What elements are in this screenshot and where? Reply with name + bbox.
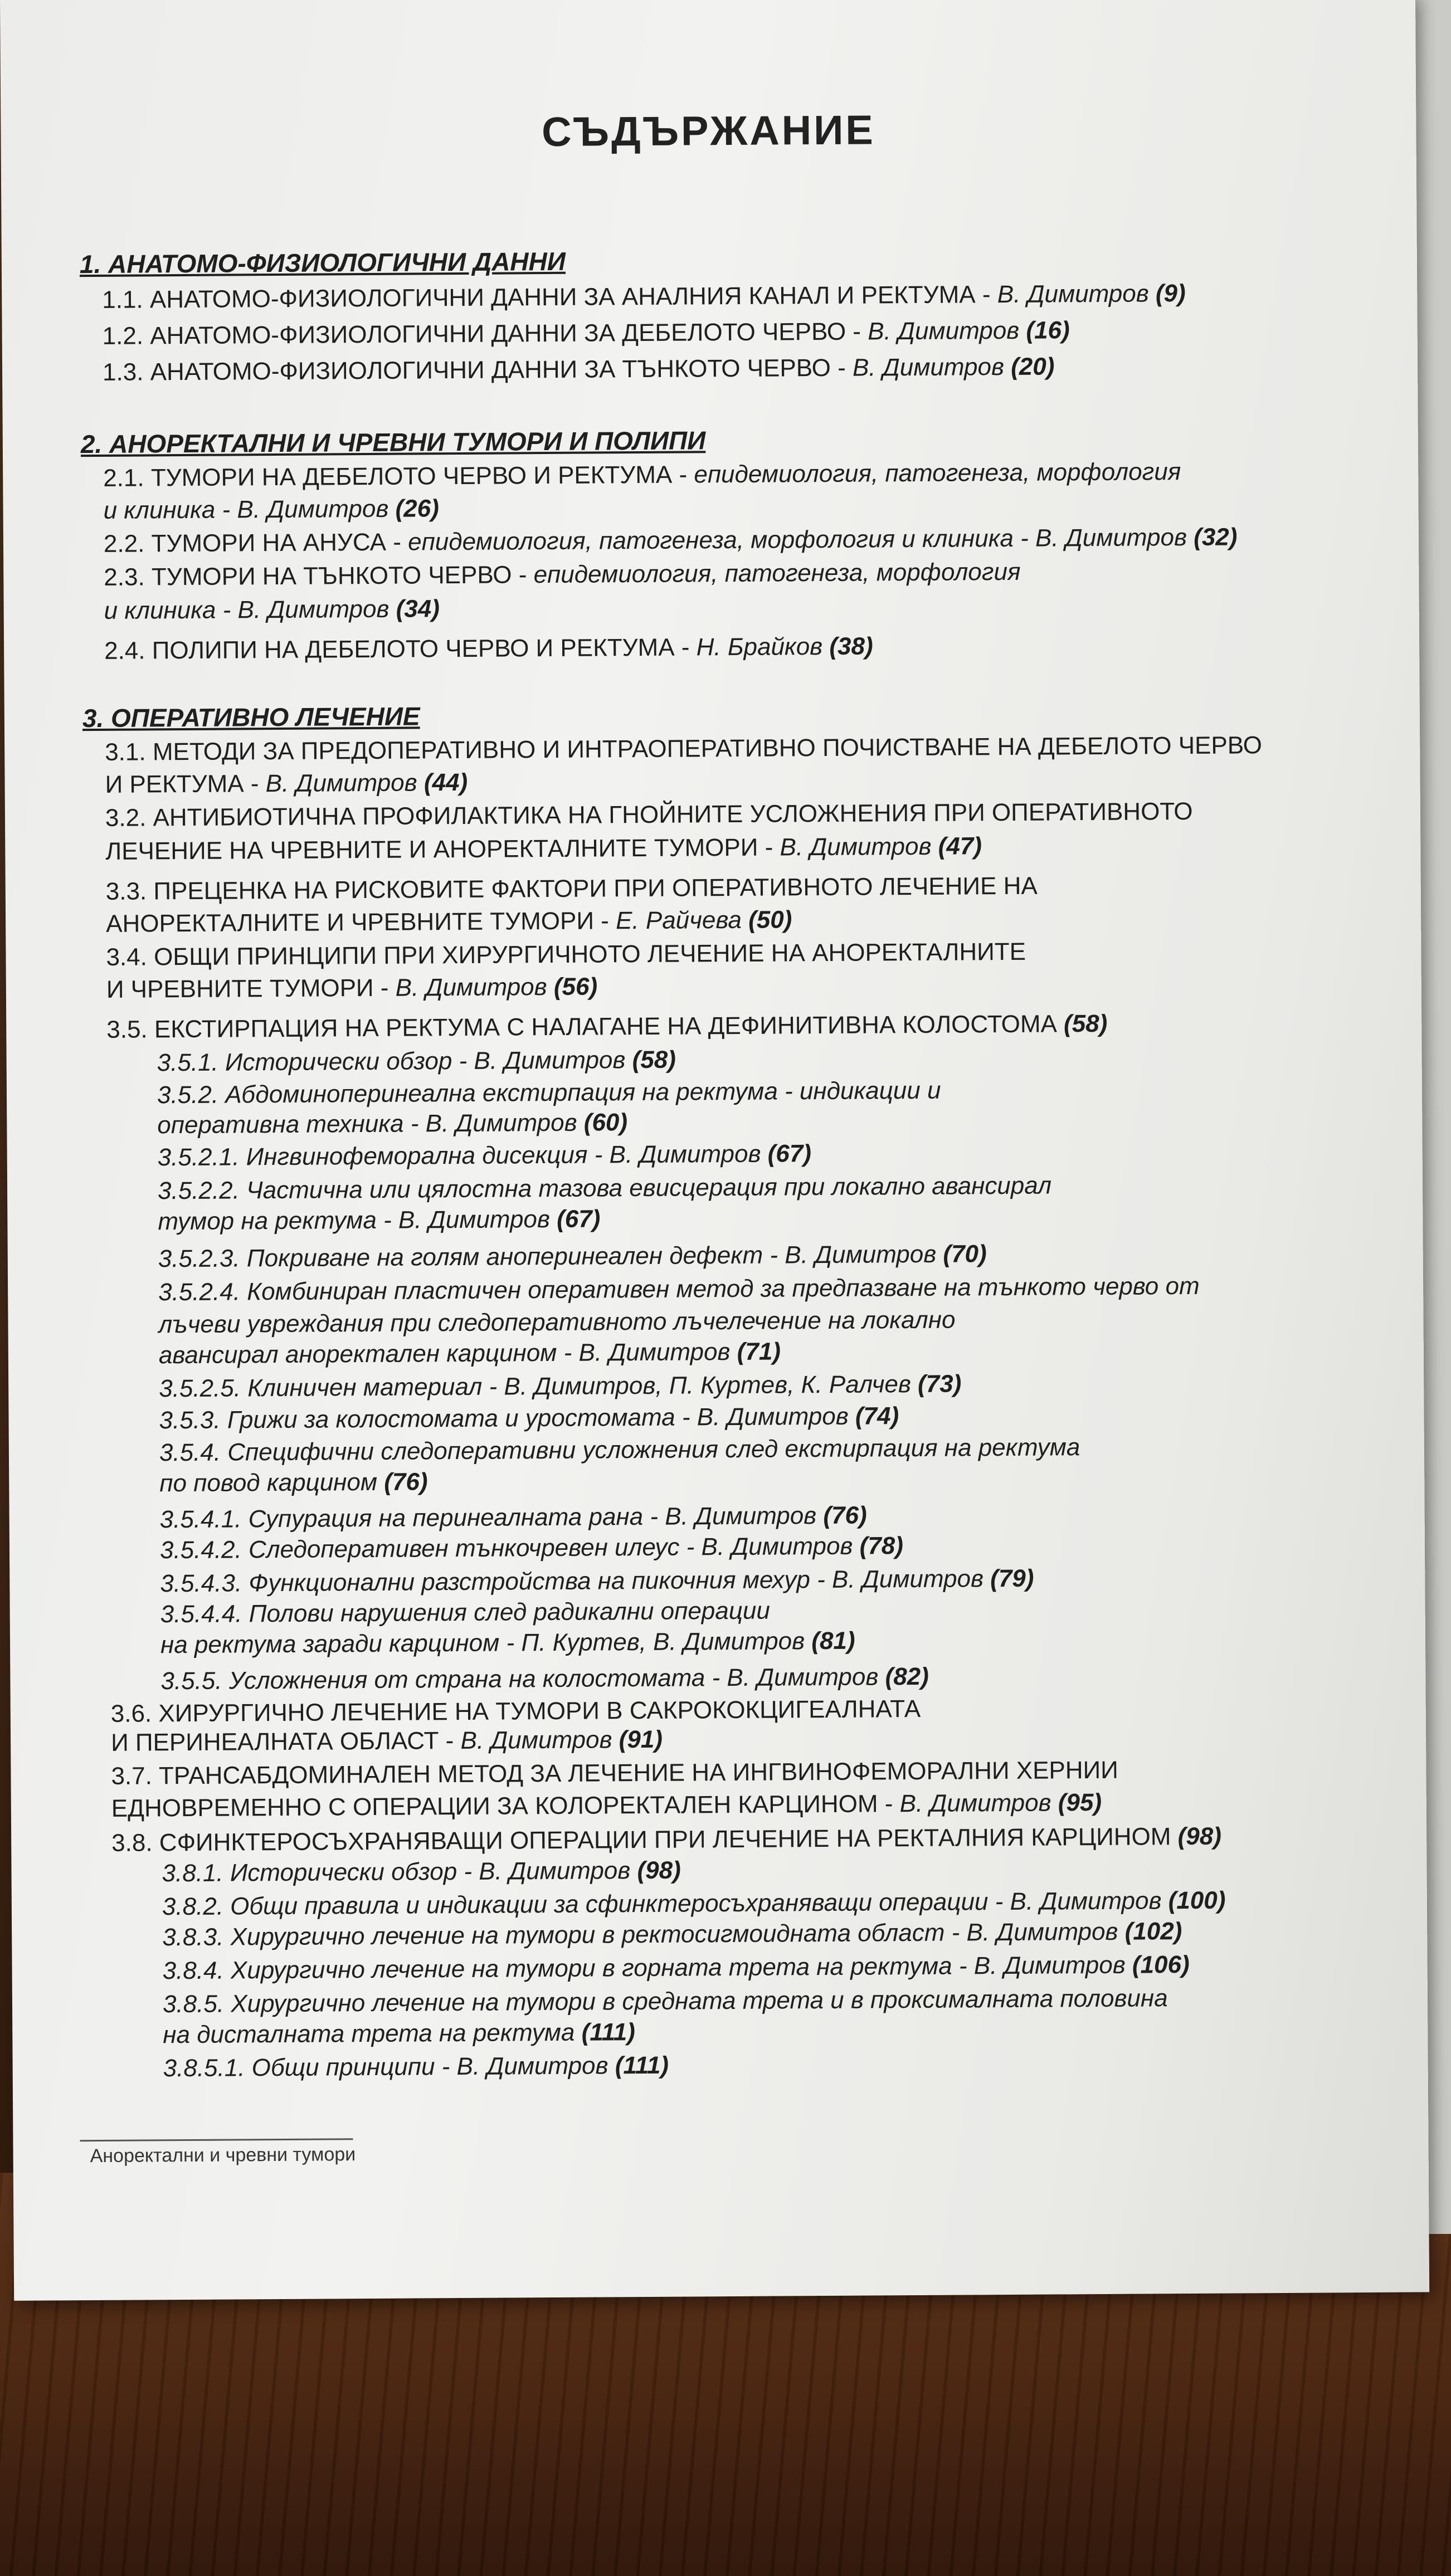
- toc-subentry: 3.8.5.1. Общи принципи - В. Димитров (111): [163, 2051, 669, 2082]
- toc-subentry: 3.8.5. Хирургично лечение на тумори в средната трета и в проксималната половина: [162, 1984, 1168, 2018]
- toc-subentry: 3.8.4. Хирургично лечение на тумори в горната трета на ректума - В. Димитров (106): [162, 1951, 1190, 1985]
- toc-entry: 3.1. МЕТОДИ ЗА ПРЕДОПЕРАТИВНО И ИНТРАОПЕРАТИВНО ПОЧИСТВАНЕ НА ДЕБЕЛОТО ЧЕРВО: [105, 731, 1263, 766]
- toc-subentry: 3.5.4. Специфични следоперативни усложнения след екстирпация на ректума: [159, 1433, 1080, 1467]
- toc-entry: 2.2. ТУМОРИ НА АНУСА - епидемиология, патогенеза, морфология и клиника - В. Димитров (32): [103, 523, 1238, 558]
- toc-subentry: 3.5.4.3. Функционални разстройства на пикочния мехур - В. Димитров (79): [160, 1564, 1034, 1598]
- toc-entry: 2.1. ТУМОРИ НА ДЕБЕЛОТО ЧЕРВО И РЕКТУМА - епидемиология, патогенеза, морфология: [103, 458, 1181, 492]
- toc-subentry: 3.5.2.5. Клиничен материал - В. Димитров, П. Куртев, К. Ралчев (73): [159, 1370, 962, 1403]
- toc-subentry: 3.5.4.2. Следоперативен тънкочревен илеус - В. Димитров (78): [159, 1532, 904, 1564]
- toc-entry: И РЕКТУМА - В. Димитров (44): [105, 768, 468, 798]
- toc-subentry: авансирал аноректален карцином - В. Димитров (71): [158, 1338, 781, 1369]
- toc-subentry: 3.5.1. Исторически обзор - В. Димитров (58): [157, 1046, 676, 1077]
- toc-subentry: по повод карцином (76): [159, 1468, 428, 1497]
- toc-subentry: на ректума заради карцином - П. Куртев, В. Димитров (81): [160, 1627, 855, 1659]
- toc-entry: ЕДНОВРЕМЕННО С ОПЕРАЦИИ ЗА КОЛОРЕКТАЛЕН КАРЦИНОМ - В. Димитров (95): [111, 1788, 1102, 1822]
- running-footer: Аноректални и чревни тумори: [90, 2144, 356, 2167]
- toc-subentry: лъчеви увреждания при следоперативното лъчелечение на локално: [158, 1306, 956, 1339]
- toc-entry: и клиника - В. Димитров (34): [104, 595, 440, 625]
- footer-rule: [80, 2138, 353, 2141]
- section-heading-1: 1. АНАТОМО-ФИЗИОЛОГИЧНИ ДАННИ: [79, 246, 566, 279]
- toc-entry: 1.2. АНАТОМО-ФИЗИОЛОГИЧНИ ДАННИ ЗА ДЕБЕЛОТО ЧЕРВО - В. Димитров (16): [102, 316, 1070, 350]
- toc-subentry: на дисталната трета на ректума (111): [163, 2018, 635, 2049]
- toc-entry: 3.4. ОБЩИ ПРИНЦИПИ ПРИ ХИРУРГИЧНОТО ЛЕЧЕНИЕ НА АНОРЕКТАЛНИТЕ: [106, 938, 1026, 971]
- toc-subentry: оперативна техника - В. Димитров (60): [157, 1109, 628, 1139]
- toc-subentry: 3.8.3. Хирургично лечение на тумори в ректосигмоидната област - В. Димитров (102): [162, 1918, 1182, 1951]
- toc-entry: 2.3. ТУМОРИ НА ТЪНКОТО ЧЕРВО - епидемиология, патогенеза, морфология: [104, 558, 1021, 591]
- toc-subentry: 3.5.3. Грижи за колостомата и уростомата - В. Димитров (74): [159, 1402, 899, 1435]
- toc-entry: 3.7. ТРАНСАБДОМИНАЛЕН МЕТОД ЗА ЛЕЧЕНИЕ НА ИНГВИНОФЕМОРАЛНИ ХЕРНИИ: [111, 1756, 1118, 1790]
- toc-subentry: 3.5.2.4. Комбиниран пластичен оперативен метод за предпазване на тънкото черво от: [158, 1272, 1200, 1306]
- toc-entry: 3.5. ЕКСТИРПАЦИЯ НА РЕКТУМА С НАЛАГАНЕ НА ДЕФИНИТИВНА КОЛОСТОМА (58): [106, 1009, 1108, 1043]
- toc-entry: 1.1. АНАТОМО-ФИЗИОЛОГИЧНИ ДАННИ ЗА АНАЛНИЯ КАНАЛ И РЕКТУМА - В. Димитров (9): [102, 280, 1186, 314]
- toc-subentry: 3.8.1. Исторически обзор - В. Димитров (98): [162, 1856, 681, 1887]
- toc-entry: 3.2. АНТИБИОТИЧНА ПРОФИЛАКТИКА НА ГНОЙНИТЕ УСЛОЖНЕНИЯ ПРИ ОПЕРАТИВНОТО: [105, 797, 1193, 832]
- toc-entry: И ЧРЕВНИТЕ ТУМОРИ - В. Димитров (56): [106, 973, 598, 1003]
- toc-subentry: 3.5.2. Абдоминоперинеална екстирпация на ректума - индикации и: [157, 1076, 941, 1109]
- toc-subentry: 3.5.4.4. Полови нарушения след радикални операции: [160, 1597, 771, 1628]
- toc-subentry: 3.8.2. Общи правила и индикации за сфинктеросъхраняващи операции - В. Димитров (100): [162, 1886, 1226, 1921]
- toc-subentry: 3.5.4.1. Супурация на перинеалната рана - В. Димитров (76): [159, 1501, 867, 1534]
- toc-entry: 3.8. СФИНКТЕРОСЪХРАНЯВАЩИ ОПЕРАЦИИ ПРИ ЛЕЧЕНИЕ НА РЕКТАЛНИЯ КАРЦИНОМ (98): [111, 1822, 1222, 1857]
- toc-subentry: тумор на ректума - В. Димитров (67): [158, 1205, 601, 1236]
- toc-entry: и клиника - В. Димитров (26): [103, 495, 439, 524]
- toc-subentry: 3.5.5. Усложнения от страна на колостомата - В. Димитров (82): [160, 1662, 929, 1695]
- toc-entry: 2.4. ПОЛИПИ НА ДЕБЕЛОТО ЧЕРВО И РЕКТУМА - Н. Брайков (38): [104, 632, 873, 665]
- toc-entry: 3.3. ПРЕЦЕНКА НА РИСКОВИТЕ ФАКТОРИ ПРИ ОПЕРАТИВНОТО ЛЕЧЕНИЕ НА: [105, 872, 1038, 905]
- toc-subentry: 3.5.2.1. Ингвинофеморална дисекция - В. Димитров (67): [157, 1140, 812, 1172]
- toc-subentry: 3.5.2.3. Покриване на голям аноперинеален дефект - В. Димитров (70): [158, 1240, 987, 1273]
- toc-entry: 3.6. ХИРУРГИЧНО ЛЕЧЕНИЕ НА ТУМОРИ В САКРОКОКЦИГЕАЛНАТА: [110, 1695, 921, 1728]
- toc-entry: ЛЕЧЕНИЕ НА ЧРЕВНИТЕ И АНОРЕКТАЛНИТЕ ТУМОРИ - В. Димитров (47): [105, 832, 982, 865]
- section-heading-3: 3. ОПЕРАТИВНО ЛЕЧЕНИЕ: [82, 701, 420, 733]
- toc-entry: 1.3. АНАТОМО-ФИЗИОЛОГИЧНИ ДАННИ ЗА ТЪНКОТО ЧЕРВО - В. Димитров (20): [102, 353, 1055, 386]
- toc-entry: И ПЕРИНЕАЛНАТА ОБЛАСТ - В. Димитров (91): [110, 1725, 663, 1757]
- toc-entry: АНОРЕКТАЛНИТЕ И ЧРЕВНИТЕ ТУМОРИ - Е. Райчева (50): [105, 906, 792, 938]
- section-heading-2: 2. АНОРЕКТАЛНИ И ЧРЕВНИ ТУМОРИ И ПОЛИПИ: [80, 426, 706, 459]
- toc-subentry: 3.5.2.2. Частична или цялостна тазова евисцерация при локално авансирал: [157, 1172, 1052, 1205]
- page-title: СЪДЪРЖАНИЕ: [541, 106, 875, 155]
